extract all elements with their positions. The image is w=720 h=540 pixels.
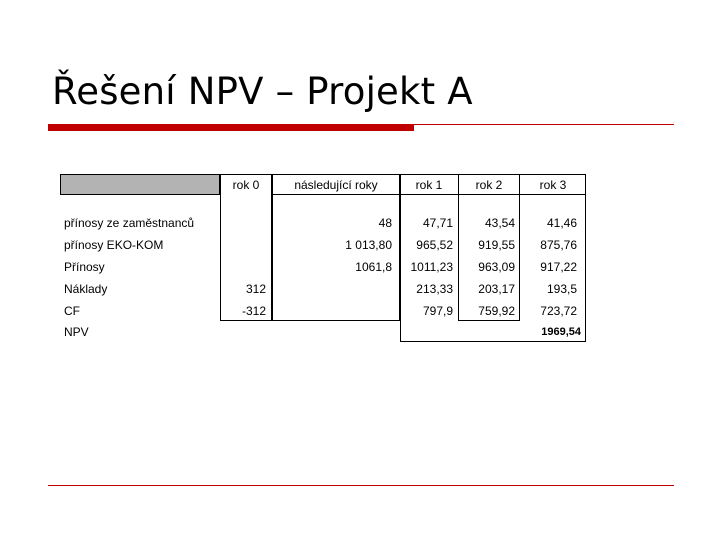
row4-rok1: 797,9 <box>422 304 453 318</box>
row1-rok2: 919,55 <box>478 238 515 252</box>
row-label-prinosy-eko-kom: přínosy EKO-KOM <box>64 238 164 252</box>
row1-rok1: 965,52 <box>416 238 453 252</box>
row1-nasledujici: 1 013,80 <box>345 238 392 252</box>
row3-rok1: 213,33 <box>416 282 453 296</box>
row3-rok2: 203,17 <box>478 282 515 296</box>
row2-rok3: 917,22 <box>540 260 577 274</box>
row4-rok3: 723,72 <box>540 304 577 318</box>
header-rok3: rok 3 <box>539 178 567 192</box>
table-header-bar <box>60 174 220 195</box>
row4-rok0: -312 <box>241 304 266 318</box>
footer-rule <box>48 485 674 486</box>
npv-table <box>60 174 586 342</box>
row0-rok1: 47,71 <box>422 216 453 230</box>
row0-nasledujici: 48 <box>378 216 392 230</box>
npv-label: NPV <box>64 325 89 339</box>
rok0-column-frame <box>220 174 272 321</box>
row2-rok1: 1011,23 <box>410 260 453 274</box>
slide-title: Řešení NPV – Projekt A <box>52 70 473 113</box>
title-accent-rule <box>48 124 414 131</box>
row3-rok3: 193,5 <box>546 282 577 296</box>
row-label-prinosy-zamestnancu: přínosy ze zaměstnanců <box>64 216 195 230</box>
header-rok1: rok 1 <box>415 178 443 192</box>
header-nasledujici: následující roky <box>294 178 378 192</box>
row0-rok2: 43,54 <box>484 216 515 230</box>
row2-nasledujici: 1061,8 <box>355 260 392 274</box>
header-rok2: rok 2 <box>475 178 503 192</box>
npv-value: 1969,54 <box>541 326 581 338</box>
row-label-prinosy: Přínosy <box>64 260 105 274</box>
row3-rok0: 312 <box>245 282 266 296</box>
row-label-cf: CF <box>64 304 80 318</box>
row4-rok2: 759,92 <box>478 304 515 318</box>
row1-rok3: 875,76 <box>540 238 577 252</box>
row-label-naklady: Náklady <box>64 282 108 296</box>
header-rok0: rok 0 <box>232 178 260 192</box>
row0-rok3: 41,46 <box>546 216 577 230</box>
row2-rok2: 963,09 <box>478 260 515 274</box>
title-thin-rule <box>414 124 674 125</box>
